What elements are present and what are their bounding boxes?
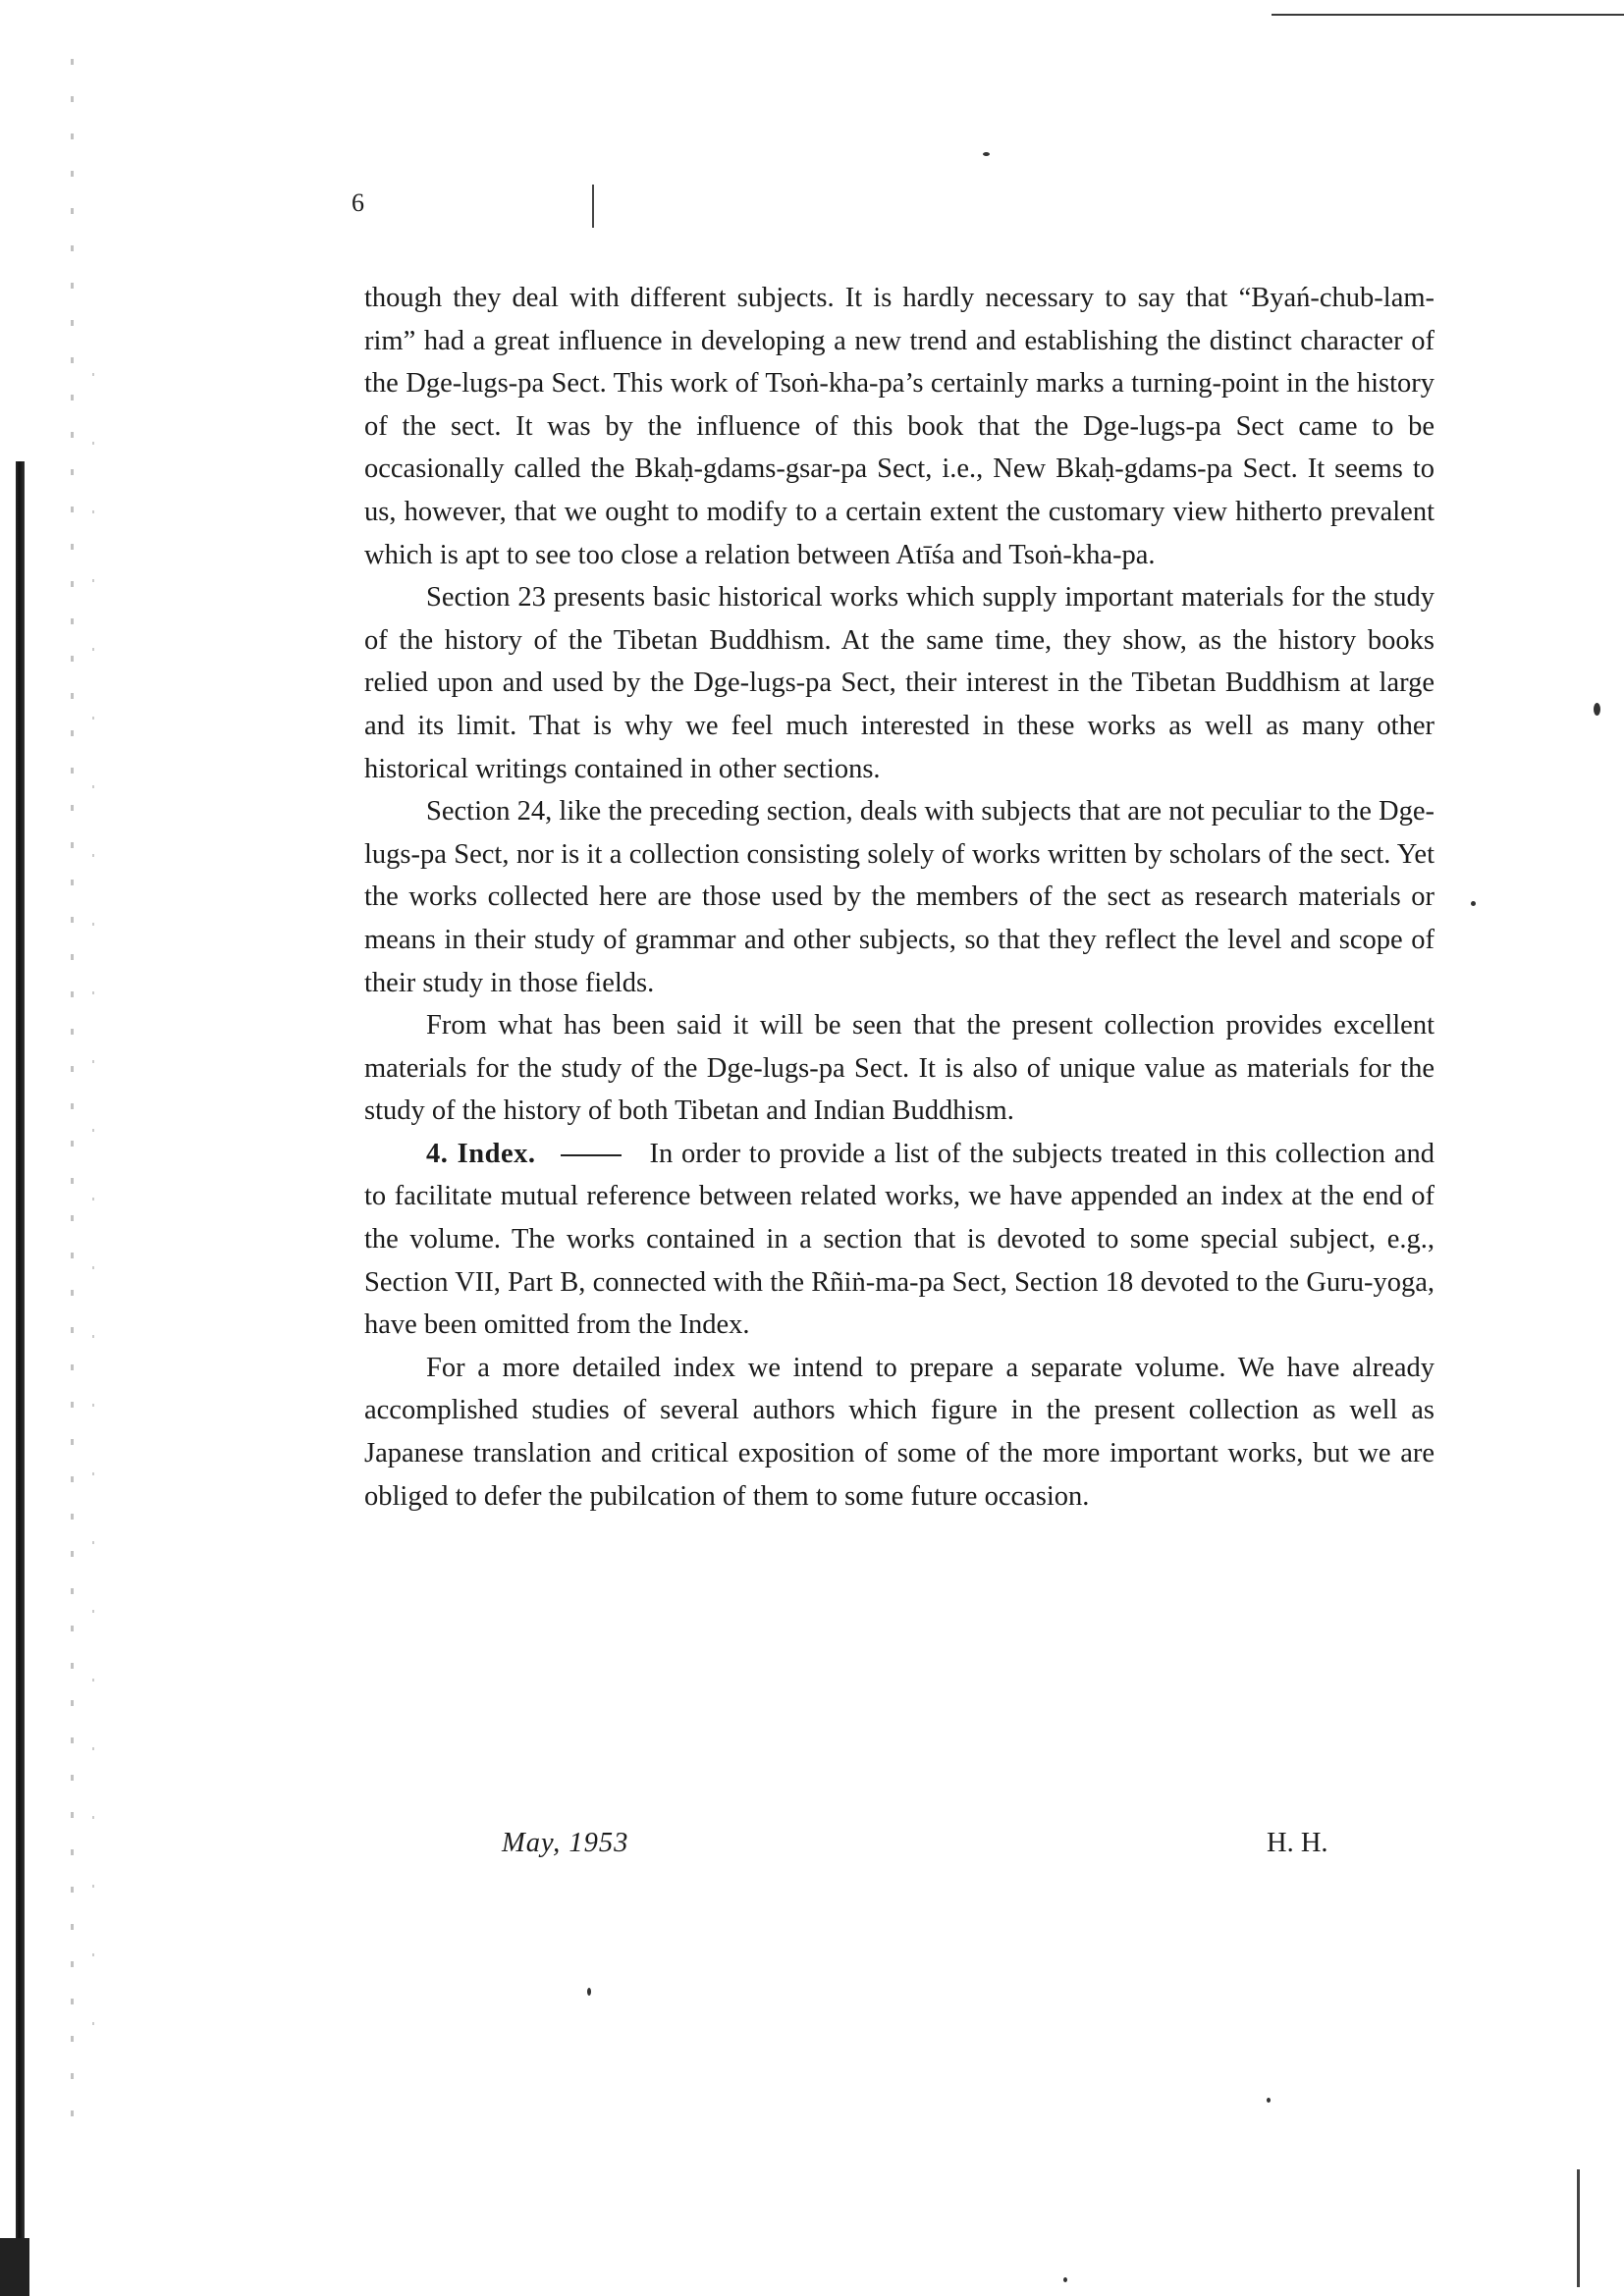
index-text: In order to provide a list of the subjects treated in this collection and to facilitate mutual reference between related works, we have appended an index at the end of the volume. The works contained in a section that is devoted to some special subject, e.g., Section VII, Part B, connected with the Rñiṅ-ma-pa Sect, Section 18 devoted to the Guru-yoga, have been omitted from the Index.: [364, 1138, 1435, 1341]
scan-left-corner-shadow: [0, 2238, 29, 2296]
scan-margin-specks-inner: [92, 373, 94, 2042]
scan-speck: [587, 1988, 591, 1996]
signoff-initials: H. H.: [1267, 1828, 1328, 1858]
scan-margin-specks: [71, 59, 74, 2120]
paragraph-summary: From what has been said it will be seen that the present collection provides excellent materials for the study of the Dge-lugs-pa Sect. It is also of unique value as materials for the study of the history of both Tibetan and Indian Buddhism.: [364, 1010, 1435, 1127]
scan-speck: [983, 152, 990, 156]
scan-left-edge-shadow: [16, 461, 25, 2296]
body-text: [364, 277, 1435, 1518]
page-number: 6: [352, 188, 364, 217]
paragraph-closing: For a more detailed index we intend to prepare a separate volume. We have already accomplished studies of several authors which figure in the present collection as well as Japanese translation and critical exposition of some of the more important works, but we are obliged to defer the pubilcation of them to some future occasion.: [364, 1352, 1435, 1512]
scan-speck: [1267, 2098, 1271, 2103]
scan-speck: [1063, 2277, 1067, 2282]
paragraph-index: [364, 1133, 1435, 1347]
scan-speck: [1471, 901, 1476, 906]
paragraph-section-24: Section 24, like the preceding section, deals with subjects that are not peculiar to the Dge-lugs-pa Sect, nor is it a collection consisting solely of works written by scholars of the sect. Yet the works collected here are those used by the members of the sect as research materials or means in their study of grammar and other subjects, so that they reflect the level and scope of their study in those fields.: [364, 796, 1435, 998]
scan-right-edge-mark: [1577, 2169, 1580, 2287]
em-dash-rule: [561, 1154, 622, 1156]
scan-header-tick: [592, 185, 594, 228]
signoff-date: May, 1953: [502, 1828, 629, 1858]
paragraph-continuation: though they deal with different subjects. It is hardly necessary to say that “Byań-chub-lam-rim” had a great influence in developing a new trend and establishing the distinct character of the Dge-lugs-pa Sect. This work of Tsoṅ-kha-pa’s certainly marks a turning-point in the history of the sect. It was by the influence of this book that the Dge-lugs-pa Sect came to be occasionally called the Bkaḥ-gdams-gsar-pa Sect, i.e., New Bkaḥ-gdams-pa Sect. It seems to us, however, that we ought to modify to a certain extent the customary view hitherto prevalent which is apt to see too close a relation between Atīśa and Tsoṅ-kha-pa.: [364, 283, 1435, 570]
scan-speck: [1594, 703, 1600, 716]
paragraph-section-23: Section 23 presents basic historical works which supply important materials for the study of the history of the Tibetan Buddhism. At the same time, they show, as the history books relied upon and used by the Dge-lugs-pa Sect, their interest in the Tibetan Buddhism at large and its limit. That is why we feel much interested in these works as well as many other historical writings contained in other sections.: [364, 582, 1435, 784]
index-heading: 4. Index.: [426, 1138, 536, 1169]
scan-top-rule: [1272, 14, 1624, 16]
